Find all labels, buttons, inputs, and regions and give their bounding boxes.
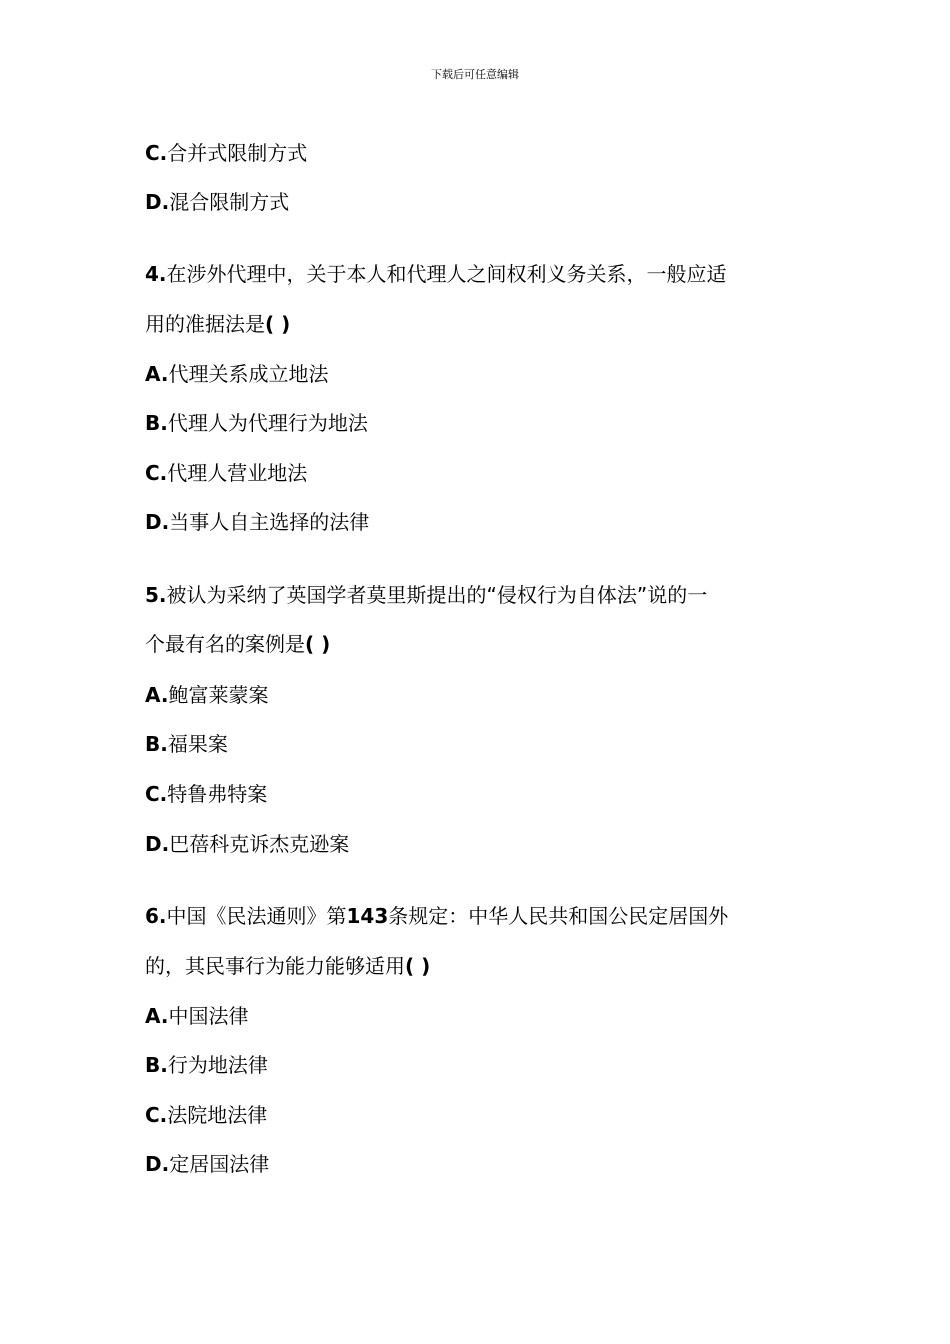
q3-option-d xyxy=(145,186,289,215)
option-label: B. xyxy=(145,732,168,756)
question-text: 被认为采纳了英国学者莫里斯提出的“侵权行为自体法”说的一 xyxy=(166,583,708,607)
q6-option-b xyxy=(145,1049,268,1078)
q5-stem-line1 xyxy=(145,579,707,608)
article-number: 143 xyxy=(346,904,389,928)
option-label: C. xyxy=(145,782,168,806)
question-number: 6. xyxy=(145,904,167,928)
q5-option-a xyxy=(145,679,268,708)
q4-option-b xyxy=(145,407,368,436)
q6-stem-line1 xyxy=(145,900,728,929)
question-text: 在涉外代理中，关于本人和代理人之间权利义务关系，一般应适 xyxy=(166,262,727,286)
question-text: 的，其民事行为能力能够适用 xyxy=(145,954,405,978)
page-header: 下载后可任意编辑 xyxy=(431,68,519,81)
q6-option-a xyxy=(145,1000,248,1029)
q5-option-b xyxy=(145,728,228,757)
question-number: 4. xyxy=(145,262,167,286)
option-label: D. xyxy=(145,832,170,856)
q4-stem-line2 xyxy=(145,308,290,337)
q5-stem-line2 xyxy=(145,628,330,657)
answer-blank: ( ) xyxy=(405,954,431,978)
option-label: C. xyxy=(145,461,168,485)
option-label: B. xyxy=(145,411,168,435)
option-label: A. xyxy=(145,1004,169,1028)
question-text: 条规定：中华人民共和国公民定居国外 xyxy=(388,904,729,928)
question-text: 中国《民法通则》第 xyxy=(166,904,347,928)
q6-stem-line2 xyxy=(145,950,430,979)
option-text: 代理人为代理行为地法 xyxy=(167,411,368,435)
option-label: D. xyxy=(145,510,170,534)
option-text: 行为地法律 xyxy=(167,1053,268,1077)
q4-option-c xyxy=(145,457,307,486)
option-label: D. xyxy=(145,190,170,214)
answer-blank: ( ) xyxy=(305,632,331,656)
option-label: C. xyxy=(145,141,168,165)
option-label: A. xyxy=(145,683,169,707)
option-text: 福果案 xyxy=(167,732,228,756)
option-label: A. xyxy=(145,362,169,386)
option-text: 法院地法律 xyxy=(167,1103,268,1127)
q6-option-c xyxy=(145,1099,267,1128)
option-text: 中国法律 xyxy=(168,1004,249,1028)
q6-option-d xyxy=(145,1148,269,1177)
option-text: 巴蓓科克诉杰克逊案 xyxy=(169,832,350,856)
option-label: C. xyxy=(145,1103,168,1127)
option-label: B. xyxy=(145,1053,168,1077)
option-text: 代理关系成立地法 xyxy=(168,362,329,386)
q4-option-a xyxy=(145,358,328,387)
q3-option-c xyxy=(145,137,307,166)
q5-option-d xyxy=(145,828,349,857)
option-text: 当事人自主选择的法律 xyxy=(169,510,370,534)
option-text: 代理人营业地法 xyxy=(167,461,308,485)
answer-blank: ( ) xyxy=(265,312,291,336)
question-text: 用的准据法是 xyxy=(145,312,265,336)
option-text: 鲍富莱蒙案 xyxy=(168,683,269,707)
option-text: 特鲁弗特案 xyxy=(167,782,268,806)
q4-option-d xyxy=(145,506,369,535)
q4-stem-line1 xyxy=(145,258,727,287)
q5-option-c xyxy=(145,778,267,807)
option-text: 定居国法律 xyxy=(169,1152,270,1176)
question-text: 个最有名的案例是 xyxy=(145,632,305,656)
option-text: 合并式限制方式 xyxy=(167,141,308,165)
option-label: D. xyxy=(145,1152,170,1176)
option-text: 混合限制方式 xyxy=(169,190,290,214)
question-number: 5. xyxy=(145,583,167,607)
